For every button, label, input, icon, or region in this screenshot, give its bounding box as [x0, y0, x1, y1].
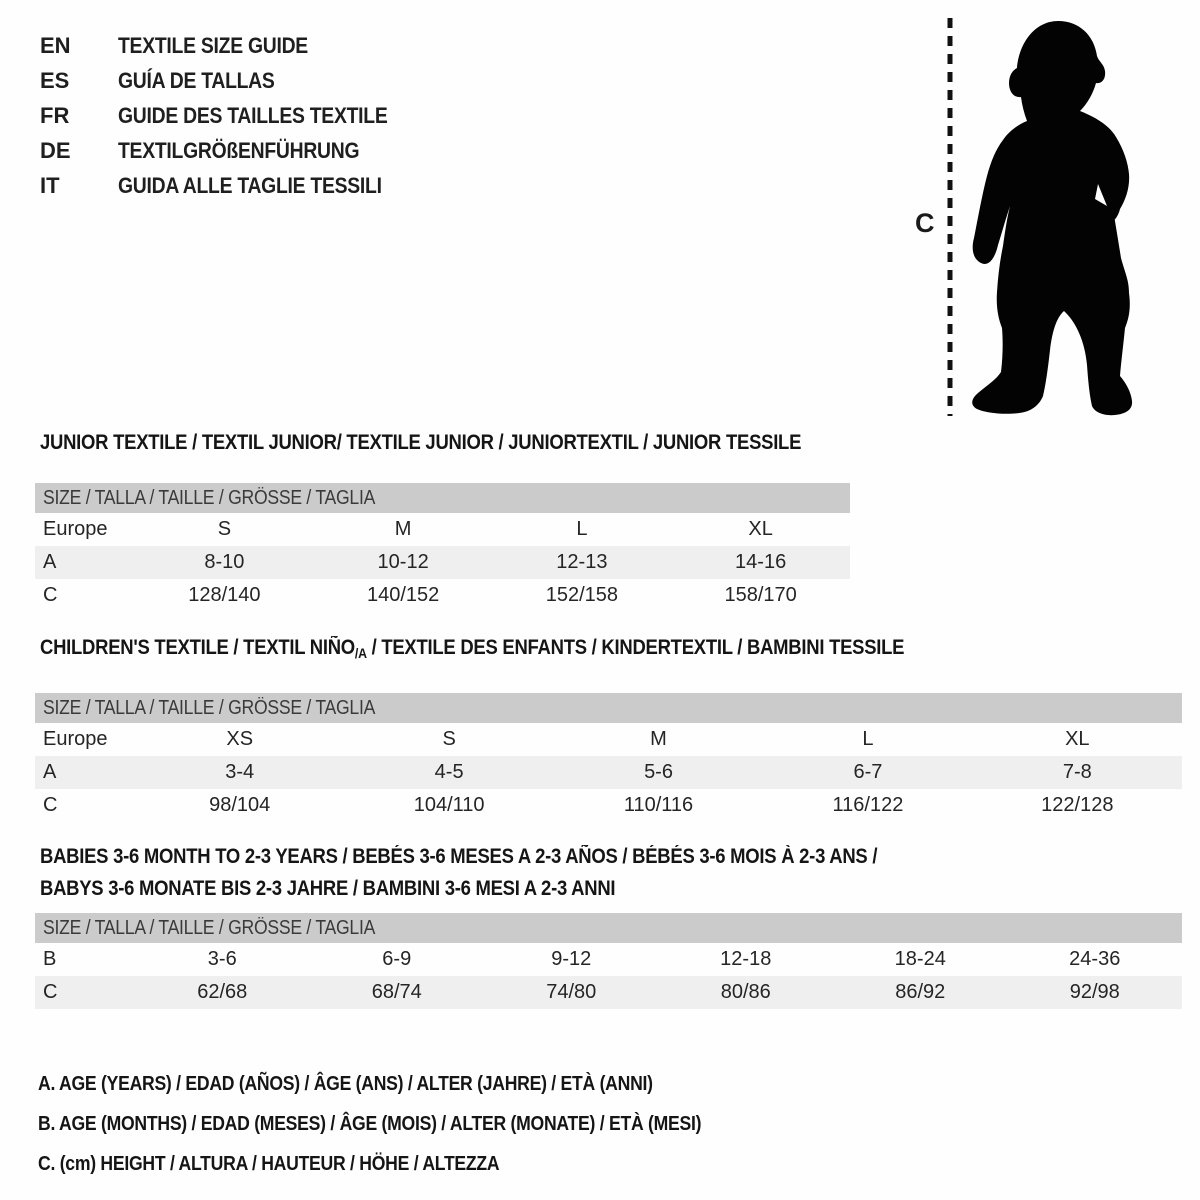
baby-silhouette [972, 21, 1132, 415]
language-row [40, 168, 424, 203]
months-cell: 18-24 [894, 948, 946, 970]
table-row-europe [35, 723, 1182, 756]
table-row-height [35, 789, 1182, 822]
language-row [40, 133, 424, 168]
title-subscript: /A [354, 645, 367, 661]
language-code: IT [40, 172, 60, 198]
age-cell: 14-16 [735, 551, 787, 573]
row-label: A [43, 551, 57, 573]
baby-silhouette-graphic [905, 8, 1195, 423]
section-title: CHILDREN'S TEXTILE / TEXTIL $NIÑO_{/A}$ / TEXTILE DES ENFANTS / KINDERTEXTIL / BAMBINI TESSILE [40, 636, 905, 661]
language-code: FR [40, 102, 70, 128]
measurement-legend [38, 1064, 792, 1184]
size-cell: L [576, 518, 588, 540]
language-code: DE [40, 137, 71, 163]
height-cell: 158/170 [724, 584, 797, 606]
months-cell: 9-12 [551, 948, 592, 970]
size-header-bar: SIZE / TALLA / TAILLE / GRÖSSE / TAGLIA [35, 483, 850, 513]
table-row-age [35, 546, 850, 579]
section-babies [35, 845, 1182, 1009]
language-title: TEXTILE SIZE GUIDE [118, 32, 308, 58]
height-cell: 92/98 [1069, 981, 1120, 1003]
height-cell: 110/116 [623, 794, 694, 816]
section-junior-textile [35, 431, 850, 612]
months-cell: 3-6 [207, 948, 237, 970]
height-cell: 104/110 [413, 794, 485, 816]
language-row [40, 28, 424, 63]
table-row-height [35, 579, 850, 612]
language-title: TEXTILGRÖßENFÜHRUNG [118, 137, 360, 163]
height-cell: 128/140 [188, 584, 261, 606]
size-cell: M [394, 518, 412, 540]
size-cell: M [650, 728, 667, 750]
language-title: GUIDE DES TAILLES TEXTILE [118, 102, 388, 128]
section-childrens-textile [35, 636, 1182, 822]
size-cell: XL [1065, 728, 1090, 750]
row-label: C [43, 981, 58, 1003]
months-cell: 6-9 [382, 948, 412, 970]
language-title-list [40, 28, 424, 203]
height-cell: 80/86 [720, 981, 771, 1003]
months-cell: 24-36 [1069, 948, 1121, 970]
age-cell: 12-13 [556, 551, 608, 573]
section-title-line2: BABYS 3-6 MONATE BIS 2-3 JAHRE / BAMBINI 3-6 MESI A 2-3 ANNI [40, 877, 616, 900]
age-cell: 3-4 [225, 761, 255, 783]
size-cell: XS [226, 728, 254, 750]
language-row [40, 98, 424, 133]
legend-line-a: A. AGE (YEARS) / EDAD (AÑOS) / ÂGE (ANS) / ALTER (JAHRE) / ETÀ (ANNI) [38, 1073, 653, 1095]
height-cell: 140/152 [366, 584, 440, 606]
height-cell: 116/122 [832, 794, 904, 816]
language-code: ES [40, 67, 70, 93]
legend-line-c: C. (cm) HEIGHT / ALTURA / HAUTEUR / HÖHE / ALTEZZA [38, 1153, 500, 1175]
months-cell: 12-18 [720, 948, 772, 970]
size-cell: XL [748, 518, 773, 540]
size-header-bar: SIZE / TALLA / TAILLE / GRÖSSE / TAGLIA [35, 693, 1182, 723]
height-cell: 98/104 [209, 794, 271, 816]
row-label: Europe [43, 728, 108, 750]
language-title: GUÍA DE TALLAS [118, 67, 275, 93]
section-title: JUNIOR TEXTILE / TEXTIL JUNIOR/ TEXTILE JUNIOR / JUNIORTEXTIL / JUNIOR TESSILE [40, 431, 802, 454]
table-row-months [35, 943, 1182, 976]
height-cell: 122/128 [1041, 794, 1114, 816]
table-row-europe [35, 513, 850, 546]
size-cell: L [862, 728, 874, 750]
height-cell: 74/80 [546, 981, 597, 1003]
age-cell: 10-12 [377, 551, 429, 573]
height-cell: 62/68 [197, 981, 248, 1003]
row-label: C [43, 794, 58, 816]
age-cell: 6-7 [853, 761, 883, 783]
legend-line-b: B. AGE (MONTHS) / EDAD (MESES) / ÂGE (MOIS) / ALTER (MONATE) / ETÀ (MESI) [38, 1113, 702, 1135]
table-row-height [35, 976, 1182, 1009]
age-cell: 8-10 [204, 551, 245, 573]
language-row [40, 63, 424, 98]
age-cell: 7-8 [1062, 761, 1092, 783]
section-title: BABIES 3-6 MONTH TO 2-3 YEARS / BEBÉS 3-6 MESES A 2-3 AÑOS / BÉBÉS 3-6 MOIS À 2-3 ANS / [40, 845, 878, 868]
height-measure-label: C [915, 208, 935, 238]
height-cell: 68/74 [371, 981, 422, 1003]
age-cell: 4-5 [434, 761, 464, 783]
size-cell: S [442, 728, 456, 750]
row-label: C [43, 584, 58, 606]
language-title: GUIDA ALLE TAGLIE TESSILI [118, 172, 382, 198]
age-cell: 5-6 [644, 761, 673, 783]
height-measure-figure [905, 8, 1195, 423]
language-code: EN [40, 32, 71, 58]
baby-silhouette-path [972, 21, 1132, 415]
row-label: A [43, 761, 57, 783]
size-cell: S [217, 518, 232, 540]
row-label: B [43, 948, 57, 970]
row-label: Europe [43, 518, 108, 540]
height-cell: 86/92 [895, 981, 946, 1003]
size-header-bar: SIZE / TALLA / TAILLE / GRÖSSE / TAGLIA [35, 913, 1182, 943]
table-row-age [35, 756, 1182, 789]
height-cell: 152/158 [545, 584, 619, 606]
